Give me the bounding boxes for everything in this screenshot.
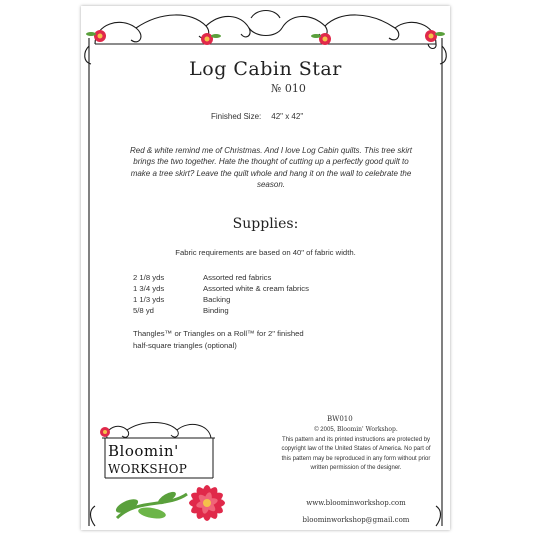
supplies-heading: Supplies: (232, 216, 299, 232)
copyright-block (276, 425, 436, 474)
supply-description: Backing (203, 295, 231, 304)
logo-text-workshop: WORKSHOP (108, 462, 188, 476)
thangles-note (133, 328, 363, 352)
finished-size-label: Finished Size: (211, 112, 262, 121)
supply-description: Assorted white & cream fabrics (203, 284, 309, 293)
email-link[interactable]: bloominworkshop@gmail.com (302, 516, 410, 524)
copyright-prefix: © 2005, (314, 427, 337, 433)
pattern-title: Log Cabin Star (189, 58, 342, 80)
copyright-line (276, 425, 436, 436)
supply-description: Assorted red fabrics (203, 273, 272, 282)
fabric-note: Fabric requirements are based on 40" of fabric width. (175, 248, 356, 257)
supplies-list (133, 273, 309, 317)
list-item (133, 306, 309, 317)
pattern-number: № 010 (271, 82, 306, 95)
copyright-brand: Bloomin' Workshop. (337, 426, 398, 433)
copyright-legal: This pattern and its printed instructions are protected by copyright law of the United States of America. No part of this pattern may be reproduced in any form without prior written permission of the designer. (281, 436, 431, 472)
supply-amount: 2 1/8 yds (133, 273, 165, 282)
logo-text-bloomin: Bloomin' (108, 442, 179, 460)
intro-paragraph: Red & white remind me of Christmas. And I love Log Cabin quilts. This tree skirt brings the two together. Hate the thought of cutting up a perfectly good quilt to make a tree skirt? Leave the quilt whole and hang it on the wall to celebrate the season. (129, 146, 413, 189)
website-link[interactable]: www.bloominworkshop.com (306, 499, 406, 507)
supply-description: Binding (203, 306, 229, 315)
supply-amount: 5/8 yd (133, 306, 154, 315)
list-item (133, 295, 309, 306)
supply-amount: 1 1/3 yds (133, 295, 165, 304)
thangles-line-1: Thangles™ or Triangles on a Roll™ for 2" finished (133, 329, 304, 338)
finished-size-value: 42" x 42" (271, 112, 304, 121)
pattern-code: BW010 (327, 415, 353, 423)
pattern-card (81, 6, 450, 530)
list-item (133, 273, 309, 284)
supply-amount: 1 3/4 yds (133, 284, 165, 293)
finished-size (211, 112, 303, 121)
list-item (133, 284, 309, 295)
thangles-line-2: half-square triangles (optional) (133, 341, 237, 350)
